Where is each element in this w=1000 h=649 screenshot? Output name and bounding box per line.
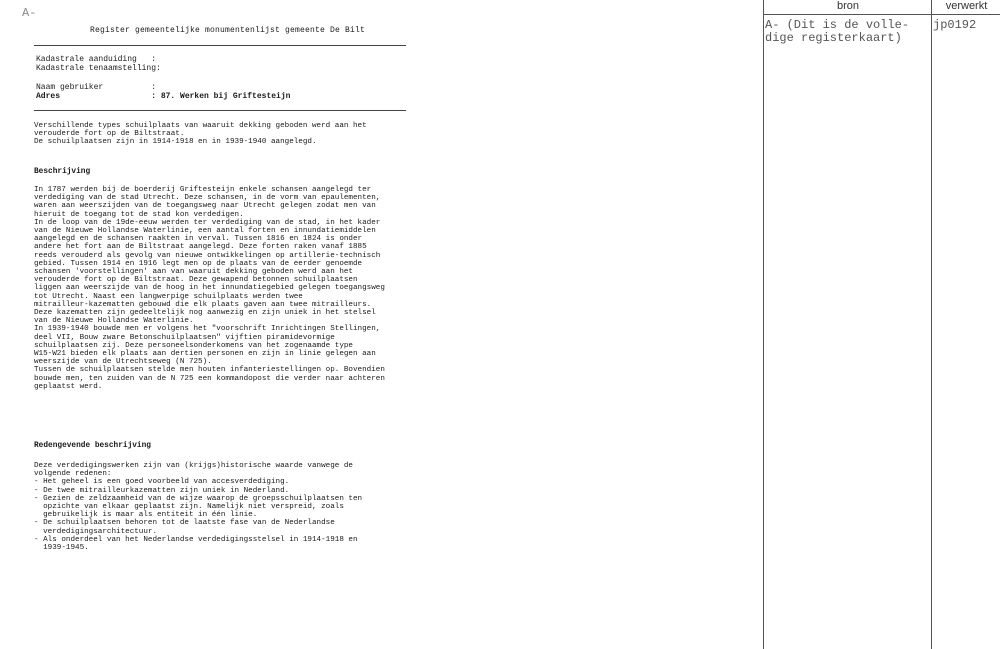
text-line: andere het fort aan de Biltstraat aangelegd. Deze forten raken vanaf 1885: [34, 243, 367, 252]
text-line: verouderde fort op de Biltstraat. Deze gewapend betonnen schuilplaatsen: [34, 276, 358, 285]
text-line: liggen aan weerszijde van de hoog in het innundatiegebied gelegen toegangsweg: [34, 284, 385, 293]
text-line: gebruikelijk is maar als entiteit in één linie.: [34, 511, 258, 520]
redengevende-text: [34, 462, 414, 552]
summary: [34, 122, 414, 147]
text-line: 1939-1945.: [34, 544, 89, 553]
bron-column: [763, 0, 932, 649]
text-line: hieruit de toegang tot de stad kon verdedigen.: [34, 210, 244, 219]
text-line: In 1787 werden bij de boerderij Griftesteijn enkele schansen aangelegd ter: [34, 186, 372, 194]
naam-gebruiker: Naam gebruiker :: [36, 83, 157, 92]
text-line: - Gezien de zeldzaamheid van de wijze waarop de groepsschuilplaatsen ten: [34, 494, 363, 503]
archive-sidebar: [763, 0, 1000, 649]
corner-mark: A-: [22, 6, 37, 20]
text-line: tot Utrecht. Naast een langwerpige schuilplaats werden twee: [34, 292, 303, 301]
text-line: gebied. Tussen 1914 en 1916 legt men op de plaats van de eerder genoemde: [34, 259, 363, 268]
text-line: mitrailleur-kazematten gebouwd die elk plaats gaven aan twee mitrailleurs.: [34, 300, 372, 309]
text-line: van de Nieuwe Hollandse Waterlinie.: [34, 317, 194, 326]
divider: [34, 45, 406, 46]
text-line: schuilplaatsen zij. Deze personeelsonderkomens van het zogenaamde type: [34, 341, 353, 350]
text-line: verdedigingsarchitectuur.: [34, 527, 158, 536]
text-line: opzichte van elkaar geplaatst zijn. Namelijk niet verspreid, zoals: [34, 503, 344, 512]
text-line: - Als onderdeel van het Nederlandse verdedigingsstelsel in 1914-1918 en: [34, 535, 358, 544]
bron-header: bron: [764, 0, 932, 15]
divider: [34, 110, 406, 111]
redengevende-heading: Redengevende beschrijving: [34, 442, 151, 450]
text-line: - Het geheel is een goed voorbeeld van accesverdediging.: [34, 478, 290, 487]
text-line: van de Nieuwe Hollandse Waterlinie, een aantal forten en innundatiemiddelen: [34, 227, 376, 236]
summary-line: Verschillende types schuilplaats van waaruit dekking geboden werd aan het: [34, 122, 367, 130]
text-line: Tussen de schuilplaatsen stelde men houten infanteriestellingen op. Bovendien: [34, 366, 385, 375]
text-line: bouwde men, ten zuiden van de N 725 een kommandopost die verder naar achteren: [34, 374, 385, 383]
bron-text: A- (Dit is de volle- dige registerkaart): [765, 18, 910, 45]
summary-line: De schuilplaatsen zijn in 1914-1918 en in 1939-1940 aangelegd.: [34, 138, 317, 147]
text-line: reeds verouderd als gevolg van nieuwe ontwikkelingen op artillerie-technisch: [34, 251, 381, 260]
verwerkt-header: verwerkt: [932, 0, 1000, 15]
verwerkt-column: [931, 0, 1000, 649]
text-line: Deze kazematten zijn gedeeltelijk nog aanwezig en zijn uniek in het stelsel: [34, 309, 376, 318]
text-line: deel VII, Bouw zware Betonschuilplaatsen" vijftien piramidevormige: [34, 333, 335, 342]
text-line: - De schuilplaatsen behoren tot de laatste fase van de Nederlandse: [34, 519, 335, 528]
text-line: - De twee mitrailleurkazematten zijn uniek in Nederland.: [34, 486, 290, 495]
text-line: schansen 'voorstellingen' aan van waaruit dekking geboden werd aan het: [34, 268, 353, 277]
text-line: aangelegd en de schansen raakten in verval. Tussen 1816 en 1824 is onder: [34, 235, 363, 244]
text-line: geplaatst werd.: [34, 382, 103, 391]
verwerkt-text: jp0192: [933, 18, 977, 32]
kadastrale-aanduiding: Kadastrale aanduiding :: [36, 55, 157, 64]
text-line: volgende redenen:: [34, 470, 112, 479]
kadastrale-tenaamstelling: Kadastrale tenaamstelling:: [36, 64, 161, 73]
text-line: In 1939-1940 bouwde men er volgens het "voorschrift Inrichtingen Stellingen,: [34, 325, 381, 334]
adres: Adres : 87. Werken bij Griftesteijn: [36, 92, 291, 101]
text-line: weerszijde van de Utrechtseweg (N 725).: [34, 358, 212, 367]
text-line: waren aan weerszijden van de toegangsweg naar Utrecht gelegen zodat men van: [34, 202, 376, 211]
text-line: W15-W21 bieden elk plaats aan dertien personen en zijn in linie gelegen aan: [34, 350, 376, 359]
beschrijving-heading: Beschrijving: [34, 168, 91, 176]
register-title: Register gemeentelijke monumentenlijst gemeente De Bilt: [90, 26, 366, 35]
text-line: In de loop van de 19de-eeuw werden ter verdediging van de stad, in het kader: [34, 218, 381, 227]
beschrijving-text: [34, 186, 414, 391]
text-line: Deze verdedigingswerken zijn van (krijgs)historische waarde vanwege de: [34, 462, 353, 470]
text-line: verdediging van de stad Utrecht. Deze schansen, in de vorm van epaulementen,: [34, 194, 381, 203]
summary-line: verouderde fort op de Biltstraat.: [34, 130, 185, 139]
